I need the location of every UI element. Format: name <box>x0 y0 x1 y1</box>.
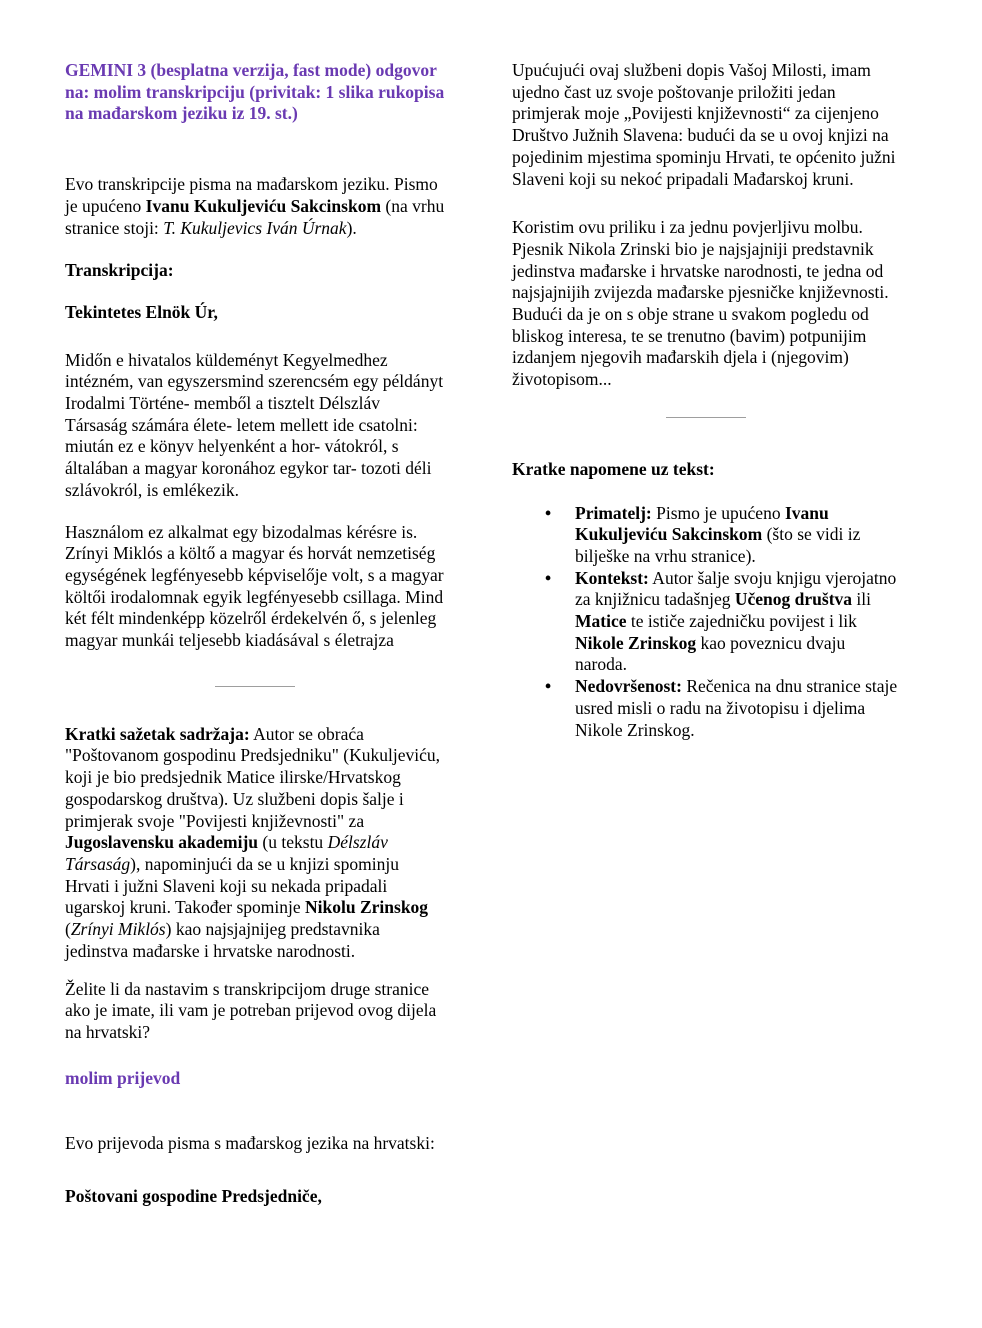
hungarian-paragraph-2: Használom ez alkalmat egy bizodalmas kérésre is. Zrínyi Miklós a költő a magyar és horvát nemzetiség egységének legfényesebb képviselője volt, s a magyar költői irodalomnak egyik legfényesebb csillaga. Mind két félt mindenképp közelről érdekelvén ő, s jelenleg magyar munkái teljesebb kiadásával s életrajza <box>65 521 444 651</box>
note-primatelj: • Primatelj: Pismo je upućeno Ivanu Kukuljeviću Sakcinskom (što se vidi iz bilješke na vrhu stranice). <box>512 503 900 568</box>
transkripcija-heading: Transkripcija: <box>65 260 174 281</box>
letter-paragraph-2: Koristim ovu priliku i za jednu povjerljivu molbu. Pjesnik Nikola Zrinski bio je najsjajniji predstavnik jedinstva mađarske i hrvatske narodnosti, te jedna od najsjajnijih zvijezda mađarske pjesničke književnosti. Budući da je on s obje strane u svakom pogledu od bliskog interesa, te se trenutno (bavim) potpunijim izdanjem njegovih mađarskih djela i (njegovim) životopisom... <box>512 217 889 390</box>
salutation-hungarian: Tekintetes Elnök Úr, <box>65 301 218 322</box>
note-kontekst: • Kontekst: Autor šalje svoju knjigu vjerojatno za knjižnicu tadašnjeg Učenog društva ili Matice te ističe zajedničku povijest i lik Nikole Zrinskog kao poveznicu dvaju naroda. <box>512 568 900 677</box>
right-column <box>512 60 900 741</box>
section-divider <box>666 417 746 418</box>
intro-paragraph: Evo transkripcije pisma na mađarskom jeziku. Pismo je upućeno Ivanu Kukuljeviću Sakcinskom (na vrhu stranice stoji: T. Kukuljevics Iván Úrnak). <box>65 174 445 238</box>
letter-paragraph-1: Upućujući ovaj službeni dopis Vašoj Milosti, imam ujedno čast uz svoje poštovanje priložiti jedan primjerak moje „Povijesti književnosti“ za cijenjeno Društvo Južnih Slavena: budući da se u ovoj knjizi na pojedinim mjestima spominju Hrvati, te općenito južni Slaveni koji su nekoć pripadali Mađarskoj kruni. <box>512 60 896 189</box>
salutation-croatian: Poštovani gospodine Predsjedniče, <box>65 1186 322 1207</box>
user-prompt-molim-prijevod: molim prijevod <box>65 1067 181 1088</box>
notes-list <box>512 503 900 742</box>
section-divider <box>215 686 295 687</box>
notes-heading: Kratke napomene uz tekst: <box>512 458 715 479</box>
hungarian-paragraph-1: Midőn e hivatalos küldeményt Kegyelmedhez intézném, van egyszersmind szerencsém egy példányt Irodalmi Történe- memből a tisztelt Délszláv Társaság számára élete- letem mellett ide csatolni: miután ez e könyv helyenként a hor- vátokról, s általában a magyar koronához egykor tar- tozoti déli szlávokról, is emlékezik. <box>65 349 444 500</box>
translation-intro-paragraph: Evo prijevoda pisma s mađarskog jezika na hrvatski: <box>65 1133 435 1154</box>
followup-question-paragraph: Želite li da nastavim s transkripcijom druge stranice ako je imate, ili vam je potreban prijevod ovog dijela na hrvatski? <box>65 978 437 1042</box>
gemini-response-header: GEMINI 3 (besplatna verzija, fast mode) odgovor na: molim transkripciju (privitak: 1 slika rukopisa na mađarskom jeziku iz 19. st.) <box>65 60 445 124</box>
left-column <box>65 60 445 1208</box>
summary-paragraph: Kratki sažetak sadržaja: Autor se obraća "Poštovanom gospodinu Predsjedniku" (Kukuljeviću, koji je bio predsjednik Matice ilirske/Hrvatskog gospodarskog društva). Uz službeni dopis šalje i primjerak svoje "Povijesti književnosti" za Jugoslavensku akademiju (u tekstu Délszláv Társaság), napominjući da se u knjizi spominju Hrvati i južni Slaveni koji su nekada pripadali ugarskoj kruni. Također spominje Nikolu Zrinskog (Zrínyi Miklós) kao najsjajnijeg predstavnika jedinstva mađarske i hrvatske narodnosti. <box>65 723 440 961</box>
note-nedovrsenost: • Nedovršenost: Rečenica na dnu stranice staje usred misli o radu na životopisu i djelima Nikole Zrinskog. <box>512 676 900 741</box>
